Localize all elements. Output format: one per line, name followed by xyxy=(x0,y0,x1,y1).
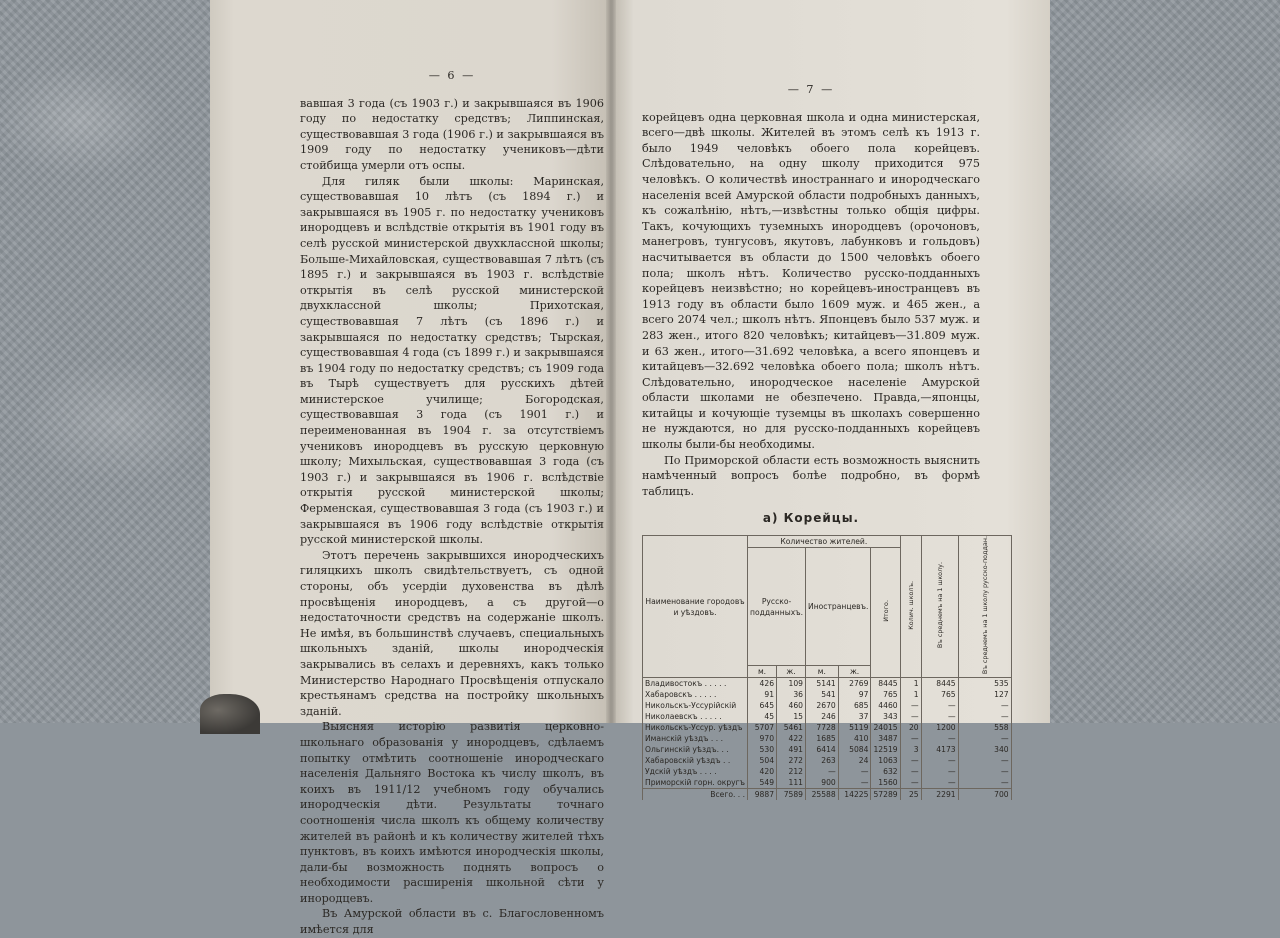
row-value-cell: 5141 xyxy=(806,678,839,690)
row-value-cell: — xyxy=(900,733,921,744)
paragraph: Этотъ перечень закрывшихся инородческихъ гиляцкихъ школъ свидѣтельствуетъ, съ одной стороны, объ усердіи духовенства въ дѣлѣ просвѣщенія инородцевъ, а съ другой—о недостаточности средствъ на содержаніе школъ. Не имѣя, въ большинствѣ случаевъ, специальныхъ школьныхъ зданій, школы инородческія закрывались въ селахъ и деревняхъ, какъ только Министерство Народнаго Просвѣщенія отпускало крестьянамъ средства на постройку школьныхъ зданій. xyxy=(300,548,604,718)
row-value-cell: 1063 xyxy=(871,755,900,766)
row-value-cell: 343 xyxy=(871,711,900,722)
total-value-cell: 57289 xyxy=(871,789,900,801)
row-value-cell: 246 xyxy=(806,711,839,722)
row-value-cell: 422 xyxy=(777,733,806,744)
row-value-cell: 1200 xyxy=(921,722,958,733)
row-value-cell: — xyxy=(838,777,871,789)
paragraph: вавшая 3 года (съ 1903 г.) и закрывшаяся въ 1906 году по недостатку средствъ; Липпинская, существовавшая 3 года (1906 г.) и закрывшаяся въ 1909 году по недостатку учениковъ—дѣти стойбища умерли отъ оспы. xyxy=(300,96,604,172)
row-value-cell: — xyxy=(958,700,1011,711)
row-value-cell: 2670 xyxy=(806,700,839,711)
row-value-cell: — xyxy=(921,711,958,722)
total-value-cell: 7589 xyxy=(777,789,806,801)
row-value-cell: — xyxy=(806,766,839,777)
row-value-cell: 3 xyxy=(900,744,921,755)
row-value-cell: 36 xyxy=(777,689,806,700)
page-number: — 7 — xyxy=(787,83,835,96)
table-row xyxy=(643,722,1012,733)
row-name-cell: Никольскъ-Уссур. уѣздъ xyxy=(643,722,748,733)
row-value-cell: 5084 xyxy=(838,744,871,755)
header-zh: ж. xyxy=(838,666,871,678)
paragraph: По Приморской области есть возможность выяснить намѣченный вопросъ болѣе подробно, въ формѣ таблицъ. xyxy=(642,453,980,498)
row-value-cell: — xyxy=(921,733,958,744)
row-value-cell: 632 xyxy=(871,766,900,777)
total-value-cell: 14225 xyxy=(838,789,871,801)
row-value-cell: 549 xyxy=(748,777,777,789)
row-value-cell: 645 xyxy=(748,700,777,711)
row-value-cell: 272 xyxy=(777,755,806,766)
row-value-cell: 12519 xyxy=(871,744,900,755)
paragraph: Выясняя исторію развитія церковно-школьнаго образованія у инородцевъ, сдѣлаемъ попытку отмѣтить соотношеніе инородческаго населенія Дальняго Востока къ числу школъ, въ коихъ въ 1911/12 учебномъ году обучались инородческія дѣти. Результаты точнаго соотношенія числа школъ къ общему количеству жителей въ районѣ и къ количеству жителей тѣхъ пунктовъ, въ коихъ имѣются инородческія школы, дали-бы возможность поднять вопросъ о необходимости расширенія школьной сѣти у инородцевъ. xyxy=(300,720,604,905)
row-name-cell: Никольскъ-Уссурійскій xyxy=(643,700,748,711)
header-name: Наименование городовъ и уѣздовъ. xyxy=(643,536,748,678)
row-value-cell: 8445 xyxy=(921,678,958,690)
row-value-cell: 263 xyxy=(806,755,839,766)
header-zh: ж. xyxy=(777,666,806,678)
header-m: м. xyxy=(748,666,777,678)
row-value-cell: 530 xyxy=(748,744,777,755)
row-value-cell: 765 xyxy=(921,689,958,700)
total-value-cell: 2291 xyxy=(921,789,958,801)
table-row xyxy=(643,711,1012,722)
header-m: м. xyxy=(806,666,839,678)
row-value-cell: 541 xyxy=(806,689,839,700)
row-value-cell: 410 xyxy=(838,733,871,744)
total-label-cell: Всего. . . xyxy=(643,789,748,801)
book-spine xyxy=(606,0,616,723)
row-value-cell: 1560 xyxy=(871,777,900,789)
table-row xyxy=(643,744,1012,755)
row-value-cell: 1 xyxy=(900,689,921,700)
row-value-cell: 460 xyxy=(777,700,806,711)
header-avg: Въ среднемъ на 1 школу. xyxy=(921,536,958,678)
row-value-cell: — xyxy=(900,766,921,777)
table-row xyxy=(643,777,1012,789)
row-value-cell: — xyxy=(921,755,958,766)
row-value-cell: 24015 xyxy=(871,722,900,733)
row-value-cell: — xyxy=(958,755,1011,766)
row-value-cell: 212 xyxy=(777,766,806,777)
row-value-cell: 504 xyxy=(748,755,777,766)
row-value-cell: — xyxy=(900,700,921,711)
row-value-cell: 5461 xyxy=(777,722,806,733)
row-value-cell: 91 xyxy=(748,689,777,700)
row-value-cell: 5119 xyxy=(838,722,871,733)
row-value-cell: — xyxy=(958,733,1011,744)
left-page xyxy=(210,0,612,937)
koreans-table xyxy=(642,535,1012,800)
row-value-cell: 127 xyxy=(958,689,1011,700)
row-value-cell: — xyxy=(921,766,958,777)
row-name-cell: Хабаровскій уѣздъ . . xyxy=(643,755,748,766)
row-value-cell: 109 xyxy=(777,678,806,690)
row-value-cell: — xyxy=(900,755,921,766)
row-value-cell: — xyxy=(921,777,958,789)
page-number: — 6 — xyxy=(428,69,476,82)
table-row xyxy=(643,689,1012,700)
row-value-cell: 20 xyxy=(900,722,921,733)
table-row xyxy=(643,678,1012,690)
section-title: а) Корейцы. xyxy=(762,511,860,526)
row-value-cell: 340 xyxy=(958,744,1011,755)
row-value-cell: 420 xyxy=(748,766,777,777)
row-value-cell: 900 xyxy=(806,777,839,789)
row-value-cell: — xyxy=(838,766,871,777)
row-value-cell: 4173 xyxy=(921,744,958,755)
row-value-cell: 6414 xyxy=(806,744,839,755)
row-name-cell: Хабаровскъ . . . . . xyxy=(643,689,748,700)
paragraph: Для гиляк были школы: Маринская, существовавшая 10 лѣтъ (съ 1894 г.) и закрывшаяся въ 1905 г. по недостатку учениковъ инородцевъ и вслѣдствіе открытія въ 1901 году въ селѣ русской министерской двухклассной школы; Больше-Михайловская, существовавшая 7 лѣтъ (съ 1895 г.) и закрывшаяся въ 1903 г. вслѣдствіе открытія въ селѣ русской министерской двухклассной школы; Прихотская, существовавшая 7 лѣтъ (съ 1896 г.) и закрывшаяся по недостатку средствъ; Тырская, существовавшая 4 года (съ 1899 г.) и закрывшаяся въ 1904 году по недостатку средствъ; съ 1909 года въ Тырѣ существуетъ для русскихъ дѣтей министерское училище; Богородская, существовавшая 3 года (съ 1901 г.) и переименованная въ 1904 г. за отсутствіемъ учениковъ инородцевъ въ русскую церковную школу; Михыльская, существовавшая 3 года (съ 1903 г.) и закрывшаяся въ 1906 г. вслѣдствіе открытія русской министерской школы; Ферменская, существовавшая 3 года (съ 1903 г.) и закрывшаяся въ 1906 году вслѣдствіе открытія русской министерской школы. xyxy=(300,174,604,547)
row-value-cell: — xyxy=(958,766,1011,777)
total-value-cell: 25588 xyxy=(806,789,839,801)
total-value-cell: 25 xyxy=(900,789,921,801)
header-total: Итого. xyxy=(871,548,900,678)
row-value-cell: 37 xyxy=(838,711,871,722)
row-value-cell: — xyxy=(900,711,921,722)
row-value-cell: 1685 xyxy=(806,733,839,744)
row-name-cell: Ольгинскій уѣздъ. . . xyxy=(643,744,748,755)
total-value-cell: 9887 xyxy=(748,789,777,801)
row-value-cell: 45 xyxy=(748,711,777,722)
row-name-cell: Удскій уѣздъ . . . . xyxy=(643,766,748,777)
row-name-cell: Николаевскъ . . . . . xyxy=(643,711,748,722)
row-value-cell: — xyxy=(958,777,1011,789)
row-name-cell: Владивостокъ . . . . . xyxy=(643,678,748,690)
row-value-cell: 111 xyxy=(777,777,806,789)
row-value-cell: 685 xyxy=(838,700,871,711)
row-value-cell: 97 xyxy=(838,689,871,700)
right-page xyxy=(612,0,1050,800)
paragraph: корейцевъ одна церковная школа и одна министерская, всего—двѣ школы. Жителей въ этомъ селѣ къ 1913 г. было 1949 человѣкъ обоего пола корейцевъ. Слѣдовательно, на одну школу приходится 975 человѣкъ. О количествѣ иностраннаго и инородческаго населенія всей Амурской области подробныхъ данныхъ, къ сожалѣнію, нѣтъ,—извѣстны только общія цифры. Такъ, кочующихъ туземныхъ инородцевъ (орочоновъ, манегровъ, тунгусовъ, якутовъ, лабунковъ и гольдовъ) насчитывается въ области до 1500 человѣкъ обоего пола; школъ нѣтъ. Количество русско-подданныхъ корейцевъ неизвѣстно; но корейцевъ-иностранцевъ въ 1913 году въ области было 1609 муж. и 465 жен., а всего 2074 чел.; школъ нѣтъ. Японцевъ было 537 муж. и 283 жен., итого 820 человѣкъ; китайцевъ—31.809 муж. и 63 жен., итого—31.692 человѣка, а всего японцевъ и китайцевъ—32.692 человѣка обоего пола; школъ нѣтъ. Слѣдовательно, инородческое населеніе Амурской области школами не обезпечено. Правда,—японцы, китайцы и кочующіе туземцы въ школахъ совершенно не нуждаются, но для русско-подданныхъ корейцевъ школы были-бы необходимы. xyxy=(642,110,980,452)
row-value-cell: 24 xyxy=(838,755,871,766)
header-russian: Русско-подданныхъ. xyxy=(748,548,806,666)
row-value-cell: 970 xyxy=(748,733,777,744)
row-value-cell: 1 xyxy=(900,678,921,690)
row-value-cell: 3487 xyxy=(871,733,900,744)
header-population: Количество жителей. xyxy=(748,536,901,548)
total-value-cell: 700 xyxy=(958,789,1011,801)
row-value-cell: 15 xyxy=(777,711,806,722)
row-value-cell: 8445 xyxy=(871,678,900,690)
row-value-cell: 7728 xyxy=(806,722,839,733)
table-row xyxy=(643,733,1012,744)
row-value-cell: 2769 xyxy=(838,678,871,690)
row-value-cell: 535 xyxy=(958,678,1011,690)
table-row xyxy=(643,766,1012,777)
row-value-cell: 491 xyxy=(777,744,806,755)
row-value-cell: — xyxy=(921,700,958,711)
header-avg2: Въ среднемъ на 1 школу русско-поддан. xyxy=(958,536,1011,678)
thumb xyxy=(200,694,260,734)
row-value-cell: 4460 xyxy=(871,700,900,711)
row-value-cell: — xyxy=(900,777,921,789)
row-value-cell: 558 xyxy=(958,722,1011,733)
header-foreign: Иностранцевъ. xyxy=(806,548,871,666)
row-value-cell: 765 xyxy=(871,689,900,700)
table-row xyxy=(643,755,1012,766)
table-row xyxy=(643,700,1012,711)
row-name-cell: Иманскій уѣздъ . . . xyxy=(643,733,748,744)
table-total-row xyxy=(643,789,1012,801)
row-value-cell: 5707 xyxy=(748,722,777,733)
paragraph: Въ Амурской области въ с. Благословенномъ имѣется для xyxy=(300,907,604,937)
row-name-cell: Приморскій горн. округъ xyxy=(643,777,748,789)
row-value-cell: — xyxy=(958,711,1011,722)
row-value-cell: 426 xyxy=(748,678,777,690)
header-schools: Колич. школъ. xyxy=(900,536,921,678)
